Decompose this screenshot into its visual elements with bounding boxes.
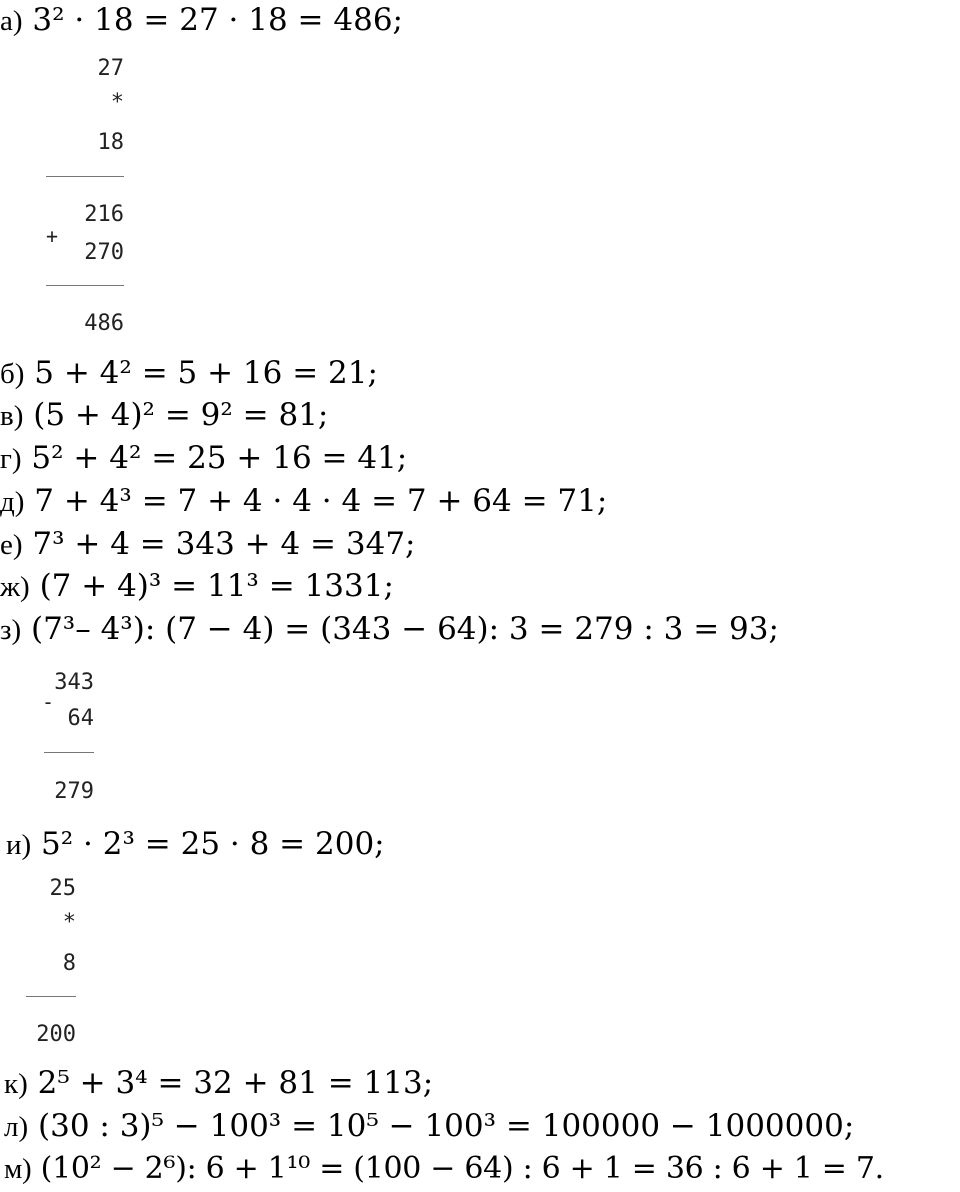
item-b (0, 355, 378, 392)
item-expression: 2⁵ + 3⁴ = 32 + 81 = 113; (37, 1065, 434, 1101)
item-label: ж) (0, 571, 30, 603)
item-m (4, 1151, 884, 1187)
item-label: д) (0, 486, 25, 518)
item-label: е) (0, 529, 23, 561)
factor-1: 27 (97, 56, 124, 81)
divider-line (46, 285, 124, 286)
item-label: и) (6, 829, 32, 861)
item-label: з) (0, 614, 22, 646)
item-label: м) (4, 1153, 32, 1185)
item-expression: (30 : 3)⁵ − 100³ = 10⁵ − 100³ = 100000 − 1000000; (38, 1108, 855, 1144)
item-z (0, 611, 779, 648)
item-expression: 7 + 4³ = 7 + 4 · 4 · 4 = 7 + 64 = 71; (34, 483, 608, 519)
item-label: в) (0, 400, 24, 432)
partial-product-2: 270 (84, 240, 124, 265)
item-expression: (5 + 4)² = 9² = 81; (33, 397, 329, 433)
plus-sign: + (46, 224, 59, 248)
item-v (0, 397, 328, 434)
item-k (4, 1065, 433, 1102)
item-label: г) (0, 443, 22, 475)
divider-line (44, 752, 94, 753)
factor-1: 25 (49, 876, 76, 901)
item-expression: 5 + 4² = 5 + 16 = 21; (34, 355, 378, 391)
minuend: 343 (54, 670, 94, 695)
item-i (6, 826, 385, 863)
product-result: 200 (36, 1022, 76, 1047)
item-zh (0, 568, 394, 605)
item-expression: 7³ + 4 = 343 + 4 = 347; (32, 526, 416, 562)
product-result: 486 (84, 311, 124, 336)
factor-2: 8 (62, 951, 76, 976)
item-label: л) (4, 1111, 29, 1143)
item-expression: 5² + 4² = 25 + 16 = 41; (31, 440, 408, 476)
difference-result: 279 (54, 779, 94, 804)
multiply-sign: * (110, 90, 124, 115)
item-a (0, 2, 403, 39)
item-label: а) (0, 5, 23, 37)
item-label: б) (0, 358, 25, 390)
item-expression: (7 + 4)³ = 11³ = 1331; (39, 568, 394, 604)
item-e (0, 526, 416, 563)
multiply-sign: * (62, 910, 76, 935)
divider-line (26, 996, 76, 997)
subtrahend: 64 (67, 706, 94, 731)
item-expression: 5² · 2³ = 25 · 8 = 200; (41, 826, 385, 862)
item-d (0, 483, 607, 520)
divider-line (46, 176, 124, 177)
item-expression: (7³– 4³): (7 − 4) = (343 − 64): 3 = 279 : 3 = 93; (30, 611, 779, 647)
item-l (4, 1108, 854, 1145)
item-label: к) (4, 1068, 28, 1100)
minus-sign: - (42, 690, 55, 714)
item-g (0, 440, 407, 477)
item-expression: 3² · 18 = 27 · 18 = 486; (32, 2, 403, 38)
item-expression: (10² − 2⁶): 6 + 1¹⁰ = (100 − 64) : 6 + 1 = 36 : 6 + 1 = 7. (40, 1151, 884, 1186)
factor-2: 18 (97, 130, 124, 155)
partial-product-1: 216 (84, 202, 124, 227)
